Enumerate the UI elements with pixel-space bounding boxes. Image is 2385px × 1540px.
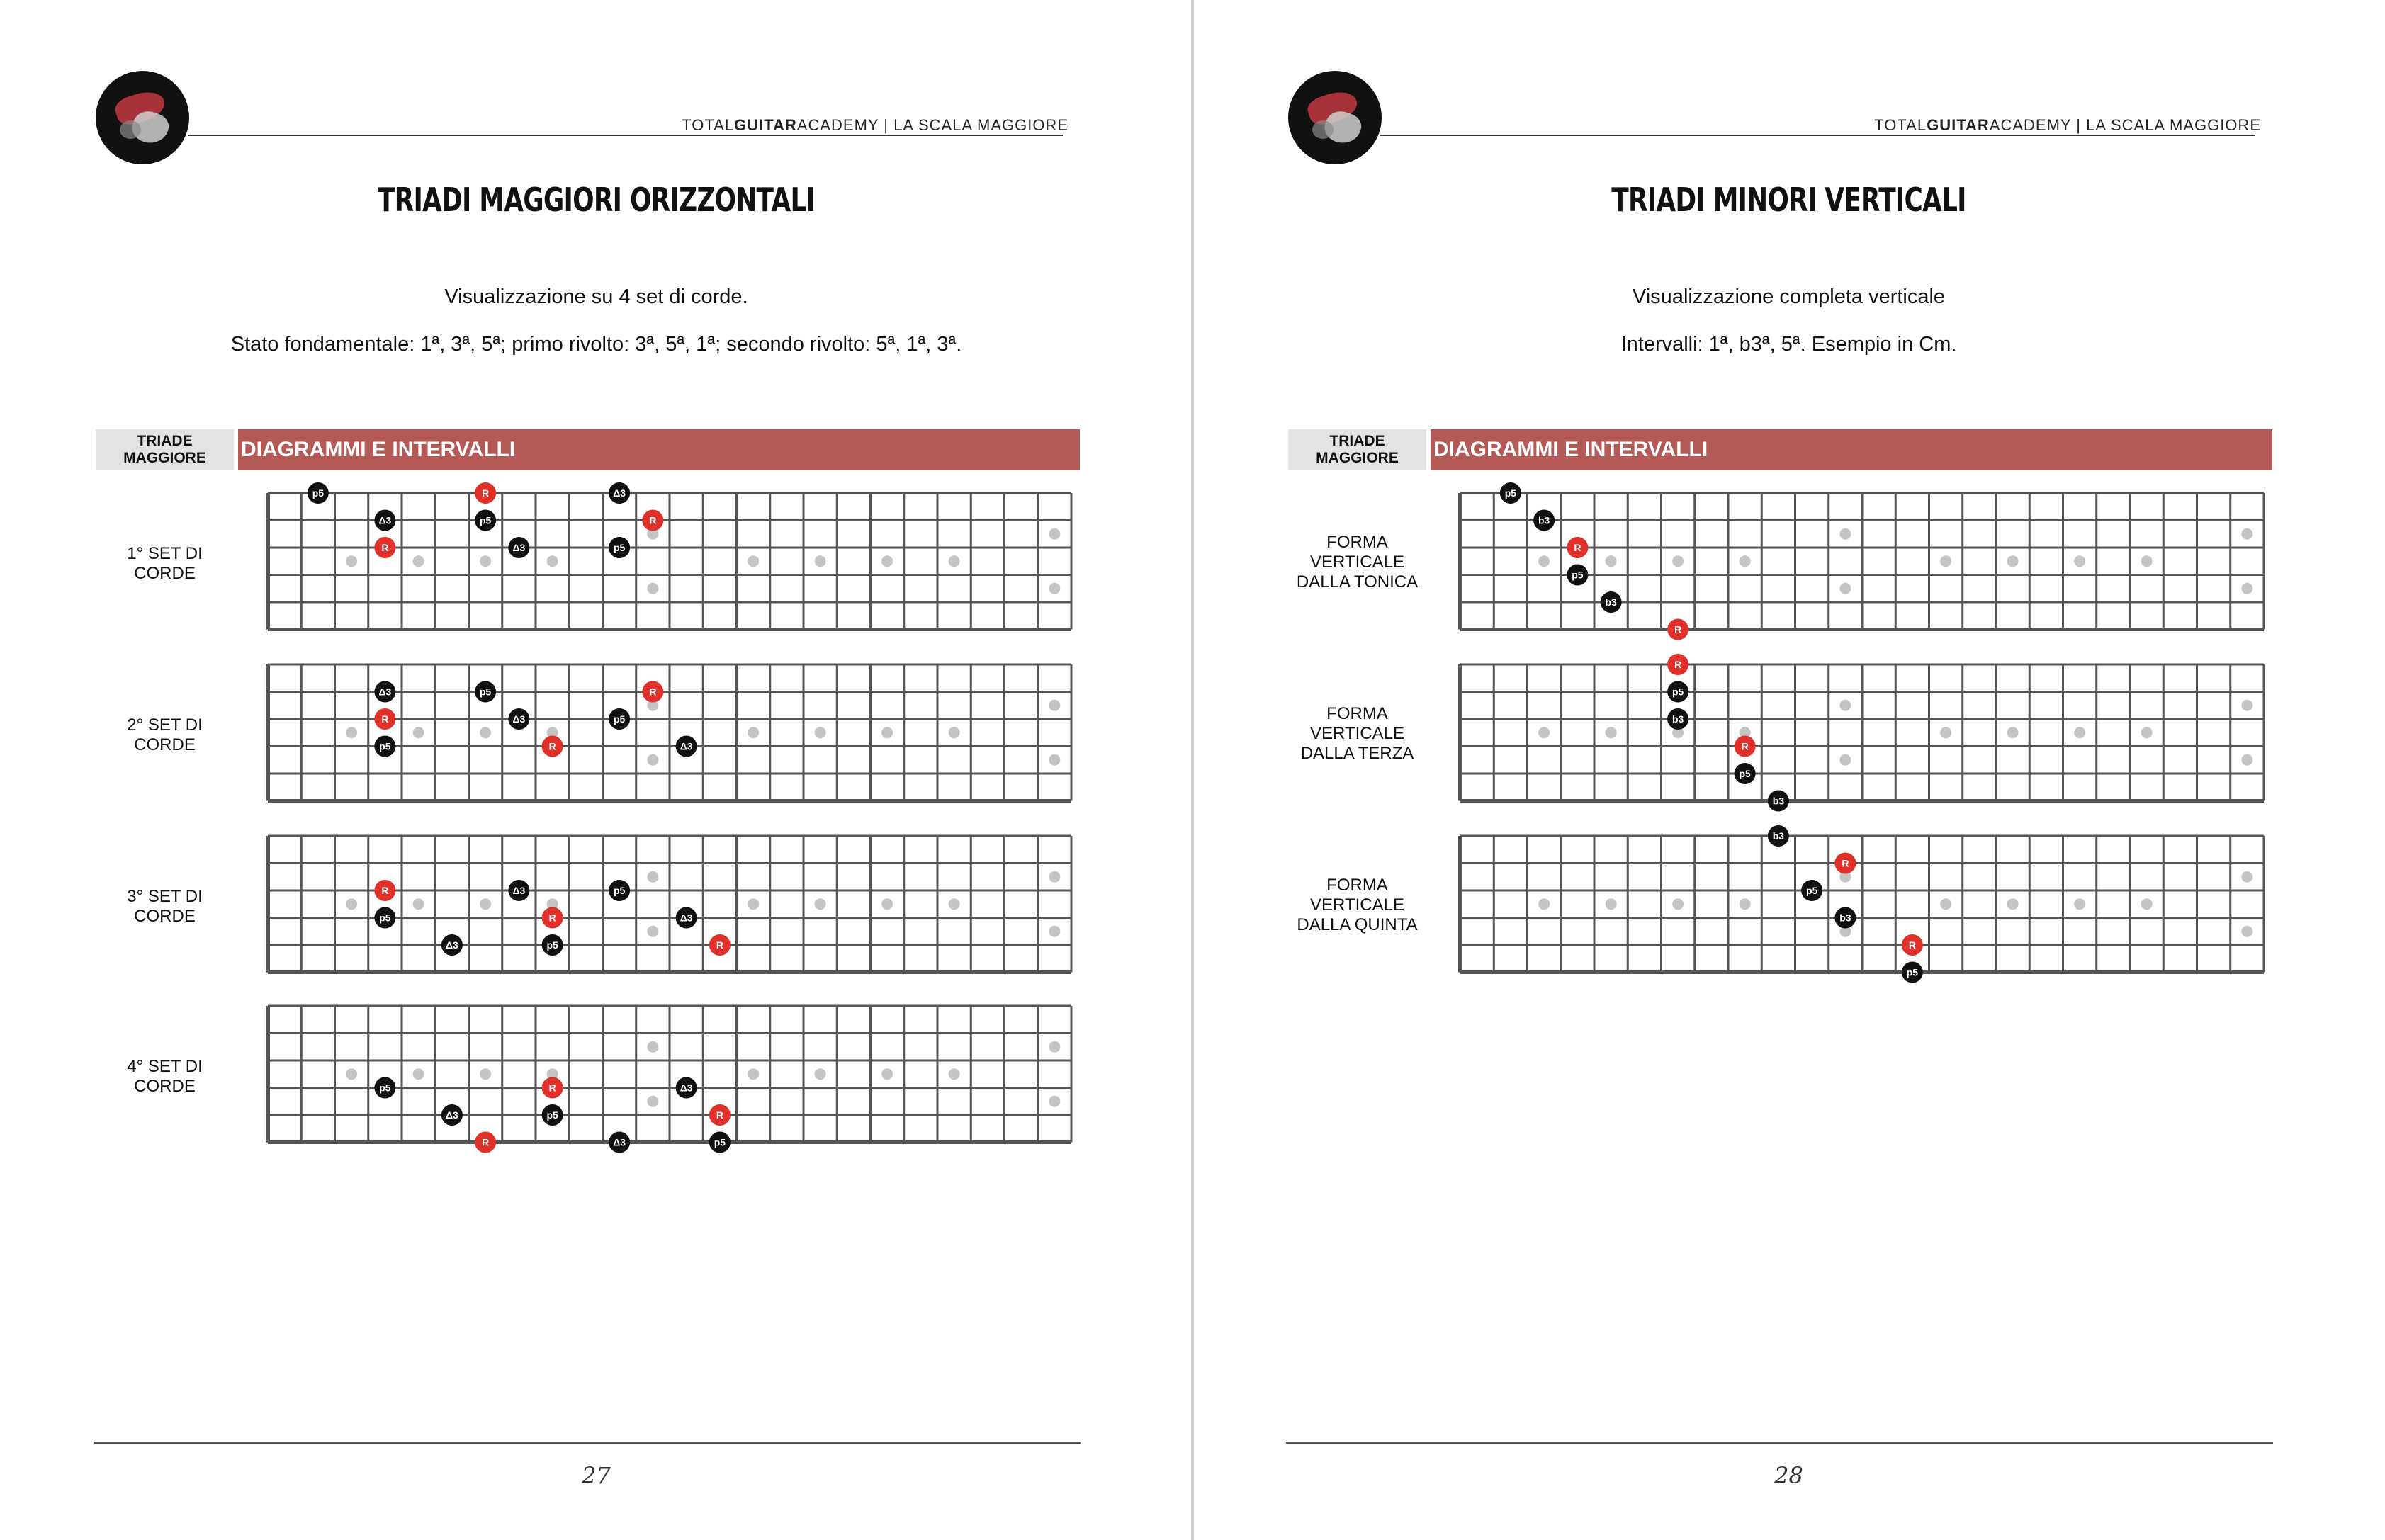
fret-inlay bbox=[1839, 754, 1851, 766]
fret-inlay bbox=[1538, 727, 1550, 738]
fret-inlay bbox=[815, 898, 826, 910]
fret-inlay bbox=[1940, 555, 1951, 567]
interval-note-marker bbox=[609, 482, 630, 504]
fret-inlay bbox=[2241, 700, 2252, 711]
interval-note-marker bbox=[374, 510, 395, 531]
fret-inlay bbox=[346, 1068, 357, 1080]
fret-inlay bbox=[2007, 898, 2019, 910]
interval-note-marker bbox=[1801, 880, 1822, 901]
table-header-left: TRIADE MAGGIORE bbox=[96, 429, 234, 470]
fret-inlay bbox=[881, 727, 893, 738]
fretboard-diagram bbox=[266, 664, 1073, 803]
note-label: b3 bbox=[1772, 830, 1785, 842]
interval-note-marker bbox=[1735, 763, 1756, 784]
note-label: p5 bbox=[1504, 487, 1517, 499]
note-label: R bbox=[381, 713, 389, 725]
fretboard-diagram bbox=[1458, 487, 2266, 635]
row-label: 2° SET DI CORDE bbox=[127, 715, 203, 754]
note-label: p5 bbox=[379, 1082, 391, 1094]
note-label: p5 bbox=[613, 885, 626, 896]
interval-note-marker bbox=[441, 1104, 463, 1126]
fret-inlay bbox=[2141, 555, 2153, 567]
fret-inlay bbox=[2141, 898, 2153, 910]
fret-inlay bbox=[1049, 1041, 1060, 1053]
note-label: p5 bbox=[613, 713, 626, 725]
interval-note-marker bbox=[441, 934, 463, 956]
fret-inlay bbox=[881, 898, 893, 910]
interval-note-marker bbox=[609, 880, 630, 901]
fretboard-diagram bbox=[266, 1006, 1073, 1148]
fret-inlay bbox=[2074, 727, 2085, 738]
interval-note-marker bbox=[676, 736, 697, 757]
interval-note-marker bbox=[542, 934, 563, 956]
fret-inlay bbox=[346, 555, 357, 567]
note-label: R bbox=[1674, 659, 1682, 670]
root-note-marker bbox=[475, 1132, 496, 1153]
row-label: 4° SET DI CORDE bbox=[127, 1057, 203, 1096]
table-header-right: DIAGRAMMI E INTERVALLI bbox=[1431, 429, 2272, 470]
root-note-marker bbox=[1567, 537, 1588, 558]
fret-inlay bbox=[647, 871, 658, 883]
fret-inlay bbox=[1049, 871, 1060, 883]
fret-inlay bbox=[480, 727, 491, 738]
interval-note-marker bbox=[542, 1104, 563, 1126]
fret-inlay bbox=[2074, 898, 2085, 910]
interval-note-marker bbox=[609, 537, 630, 558]
fret-inlay bbox=[1672, 555, 1684, 567]
row-label: FORMA VERTICALE DALLA QUINTA bbox=[1297, 876, 1418, 934]
subtitle-1: Visualizzazione completa verticale bbox=[1632, 285, 1946, 308]
note-label: R bbox=[649, 686, 657, 698]
fret-inlay bbox=[949, 898, 960, 910]
note-label: p5 bbox=[546, 1109, 558, 1121]
interval-note-marker bbox=[475, 681, 496, 703]
page-title: TRIADI MAGGIORI ORIZZONTALI bbox=[377, 181, 816, 219]
note-label: R bbox=[482, 1136, 490, 1148]
fret-inlay bbox=[949, 1068, 960, 1080]
fret-inlay bbox=[413, 1068, 424, 1080]
interval-note-marker bbox=[374, 681, 395, 703]
note-label: R bbox=[548, 740, 556, 752]
fret-inlay bbox=[748, 1068, 759, 1080]
running-header: TOTALGUITARACADEMY | LA SCALA MAGGIORE bbox=[1874, 116, 2261, 134]
note-label: R bbox=[548, 912, 556, 924]
note-label: Δ3 bbox=[445, 939, 458, 951]
note-label: Δ3 bbox=[512, 542, 526, 553]
root-note-marker bbox=[642, 510, 663, 531]
fret-inlay bbox=[815, 727, 826, 738]
interval-note-marker bbox=[1500, 482, 1521, 504]
fret-inlay bbox=[1940, 727, 1951, 738]
interval-note-marker bbox=[609, 708, 630, 730]
fret-inlay bbox=[881, 555, 893, 567]
note-label: Δ3 bbox=[378, 514, 392, 526]
interval-note-marker bbox=[1667, 708, 1688, 730]
root-note-marker bbox=[374, 708, 395, 730]
fret-inlay bbox=[1940, 898, 1951, 910]
note-label: Δ3 bbox=[613, 1136, 626, 1148]
page-28 bbox=[1192, 0, 2385, 1540]
subtitle-2: Intervalli: 1ª, b3ª, 5ª. Esempio in Cm. bbox=[1620, 333, 1957, 356]
fret-inlay bbox=[413, 727, 424, 738]
note-label: b3 bbox=[1671, 713, 1684, 725]
fret-inlay bbox=[547, 555, 558, 567]
fret-inlay bbox=[881, 1068, 893, 1080]
note-label: R bbox=[1674, 623, 1682, 635]
note-label: p5 bbox=[714, 1136, 726, 1148]
table-header-right: DIAGRAMMI E INTERVALLI bbox=[238, 429, 1080, 470]
row-label: 1° SET DI CORDE bbox=[127, 544, 203, 583]
interval-note-marker bbox=[1768, 791, 1789, 812]
interval-note-marker bbox=[374, 907, 395, 929]
interval-note-marker bbox=[475, 510, 496, 531]
interval-note-marker bbox=[508, 880, 529, 901]
fret-inlay bbox=[413, 555, 424, 567]
root-note-marker bbox=[374, 880, 395, 901]
root-note-marker bbox=[374, 537, 395, 558]
footer-rule bbox=[94, 1442, 1081, 1444]
running-header: TOTALGUITARACADEMY | LA SCALA MAGGIORE bbox=[682, 116, 1069, 134]
row-label: FORMA VERTICALE DALLA TONICA bbox=[1296, 533, 1419, 591]
fret-inlay bbox=[748, 727, 759, 738]
fret-inlay bbox=[1049, 700, 1060, 711]
fret-inlay bbox=[1839, 528, 1851, 540]
note-label: R bbox=[716, 939, 723, 951]
note-label: b3 bbox=[1605, 596, 1617, 608]
interval-note-marker bbox=[676, 1077, 697, 1099]
fretboard-diagram bbox=[266, 487, 1073, 632]
fret-inlay bbox=[480, 555, 491, 567]
fret-inlay bbox=[1606, 555, 1617, 567]
fret-inlay bbox=[1839, 583, 1851, 594]
note-label: R bbox=[1574, 542, 1581, 553]
interval-note-marker bbox=[1834, 907, 1856, 929]
note-label: p5 bbox=[546, 939, 558, 951]
fret-inlay bbox=[1049, 926, 1060, 937]
fret-inlay bbox=[647, 583, 658, 594]
fret-inlay bbox=[815, 1068, 826, 1080]
logo-icon bbox=[1288, 71, 1382, 164]
fret-inlay bbox=[949, 555, 960, 567]
note-label: Δ3 bbox=[378, 686, 392, 698]
table-header-left: TRIADE MAGGIORE bbox=[1288, 429, 1426, 470]
interval-note-marker bbox=[1667, 681, 1688, 703]
root-note-marker bbox=[1735, 736, 1756, 757]
fret-inlay bbox=[480, 898, 491, 910]
note-label: R bbox=[1842, 857, 1849, 869]
note-label: p5 bbox=[1906, 966, 1919, 978]
root-note-marker bbox=[709, 934, 731, 956]
fret-inlay bbox=[1538, 898, 1550, 910]
fret-inlay bbox=[1606, 727, 1617, 738]
note-label: R bbox=[482, 487, 490, 499]
fretboard-diagram bbox=[1458, 830, 2266, 978]
note-label: R bbox=[381, 542, 389, 553]
fret-inlay bbox=[2241, 583, 2252, 594]
fret-inlay bbox=[748, 555, 759, 567]
fret-inlay bbox=[2074, 555, 2085, 567]
note-label: p5 bbox=[379, 912, 391, 924]
note-label: Δ3 bbox=[512, 885, 526, 896]
fret-inlay bbox=[1606, 898, 1617, 910]
note-label: Δ3 bbox=[680, 912, 693, 924]
interval-note-marker bbox=[374, 736, 395, 757]
fret-inlay bbox=[2007, 555, 2019, 567]
fret-inlay bbox=[949, 727, 960, 738]
root-note-marker bbox=[542, 736, 563, 757]
note-label: p5 bbox=[312, 487, 325, 499]
note-label: Δ3 bbox=[680, 740, 693, 752]
page-number: 28 bbox=[1774, 1462, 1803, 1489]
note-label: b3 bbox=[1772, 795, 1785, 807]
interval-note-marker bbox=[609, 1132, 630, 1153]
subtitle-1: Visualizzazione su 4 set di corde. bbox=[444, 285, 748, 308]
fret-inlay bbox=[2241, 528, 2252, 540]
root-note-marker bbox=[542, 907, 563, 929]
interval-note-marker bbox=[508, 708, 529, 730]
note-label: p5 bbox=[613, 542, 626, 553]
note-label: p5 bbox=[479, 514, 492, 526]
root-note-marker bbox=[475, 482, 496, 504]
header-rule bbox=[1380, 135, 2255, 136]
interval-note-marker bbox=[1902, 962, 1923, 983]
fretboard-diagram bbox=[1458, 659, 2266, 807]
fret-inlay bbox=[480, 1068, 491, 1080]
fret-inlay bbox=[346, 898, 357, 910]
root-note-marker bbox=[542, 1077, 563, 1099]
note-label: p5 bbox=[379, 740, 391, 752]
note-label: R bbox=[1908, 939, 1916, 951]
root-note-marker bbox=[1667, 619, 1688, 640]
row-label: 3° SET DI CORDE bbox=[127, 887, 203, 926]
fret-inlay bbox=[647, 1041, 658, 1053]
root-note-marker bbox=[1834, 853, 1856, 874]
root-note-marker bbox=[1667, 654, 1688, 675]
note-label: R bbox=[381, 885, 389, 896]
note-label: p5 bbox=[1739, 768, 1751, 779]
note-label: b3 bbox=[1538, 514, 1550, 526]
page-27 bbox=[0, 0, 1192, 1540]
note-label: p5 bbox=[479, 686, 492, 698]
note-label: b3 bbox=[1839, 912, 1851, 924]
interval-note-marker bbox=[1768, 825, 1789, 847]
fret-inlay bbox=[413, 898, 424, 910]
fret-inlay bbox=[1049, 583, 1060, 594]
interval-note-marker bbox=[1567, 565, 1588, 586]
note-label: p5 bbox=[1805, 885, 1818, 896]
root-note-marker bbox=[1902, 934, 1923, 956]
note-label: R bbox=[548, 1082, 556, 1094]
note-label: R bbox=[649, 514, 657, 526]
fret-inlay bbox=[1538, 555, 1550, 567]
page-title: TRIADI MINORI VERTICALI bbox=[1611, 181, 1966, 219]
fret-inlay bbox=[2241, 926, 2252, 937]
fret-inlay bbox=[748, 898, 759, 910]
note-label: R bbox=[716, 1109, 723, 1121]
fretboard-diagram bbox=[266, 836, 1073, 975]
fret-inlay bbox=[815, 555, 826, 567]
fret-inlay bbox=[1049, 754, 1060, 766]
interval-note-marker bbox=[308, 482, 329, 504]
page-number: 27 bbox=[582, 1462, 611, 1489]
footer-rule bbox=[1286, 1442, 2273, 1444]
fret-inlay bbox=[1740, 898, 1751, 910]
fret-inlay bbox=[2241, 871, 2252, 883]
fret-inlay bbox=[346, 727, 357, 738]
interval-note-marker bbox=[374, 1077, 395, 1099]
logo-icon bbox=[96, 71, 189, 164]
fret-inlay bbox=[647, 1096, 658, 1107]
fret-inlay bbox=[1672, 898, 1684, 910]
interval-note-marker bbox=[1601, 591, 1622, 613]
note-label: p5 bbox=[1572, 569, 1584, 581]
fret-inlay bbox=[2241, 754, 2252, 766]
row-label: FORMA VERTICALE DALLA TERZA bbox=[1300, 704, 1414, 763]
root-note-marker bbox=[642, 681, 663, 703]
note-label: Δ3 bbox=[680, 1082, 693, 1094]
note-label: Δ3 bbox=[512, 713, 526, 725]
note-label: Δ3 bbox=[613, 487, 626, 499]
note-label: R bbox=[1741, 740, 1749, 752]
interval-note-marker bbox=[676, 907, 697, 929]
root-note-marker bbox=[709, 1104, 731, 1126]
interval-note-marker bbox=[1533, 510, 1555, 531]
fret-inlay bbox=[647, 926, 658, 937]
note-label: p5 bbox=[1671, 686, 1684, 698]
interval-note-marker bbox=[508, 537, 529, 558]
fret-inlay bbox=[1049, 528, 1060, 540]
fret-inlay bbox=[1839, 700, 1851, 711]
header-rule bbox=[188, 135, 1063, 136]
fret-inlay bbox=[1740, 555, 1751, 567]
fret-inlay bbox=[647, 754, 658, 766]
fret-inlay bbox=[2007, 727, 2019, 738]
fret-inlay bbox=[2141, 727, 2153, 738]
fret-inlay bbox=[1049, 1096, 1060, 1107]
subtitle-2: Stato fondamentale: 1ª, 3ª, 5ª; primo rivolto: 3ª, 5ª, 1ª; secondo rivolto: 5ª, 1ª, 3ª. bbox=[230, 333, 962, 356]
interval-note-marker bbox=[709, 1132, 731, 1153]
note-label: Δ3 bbox=[445, 1109, 458, 1121]
